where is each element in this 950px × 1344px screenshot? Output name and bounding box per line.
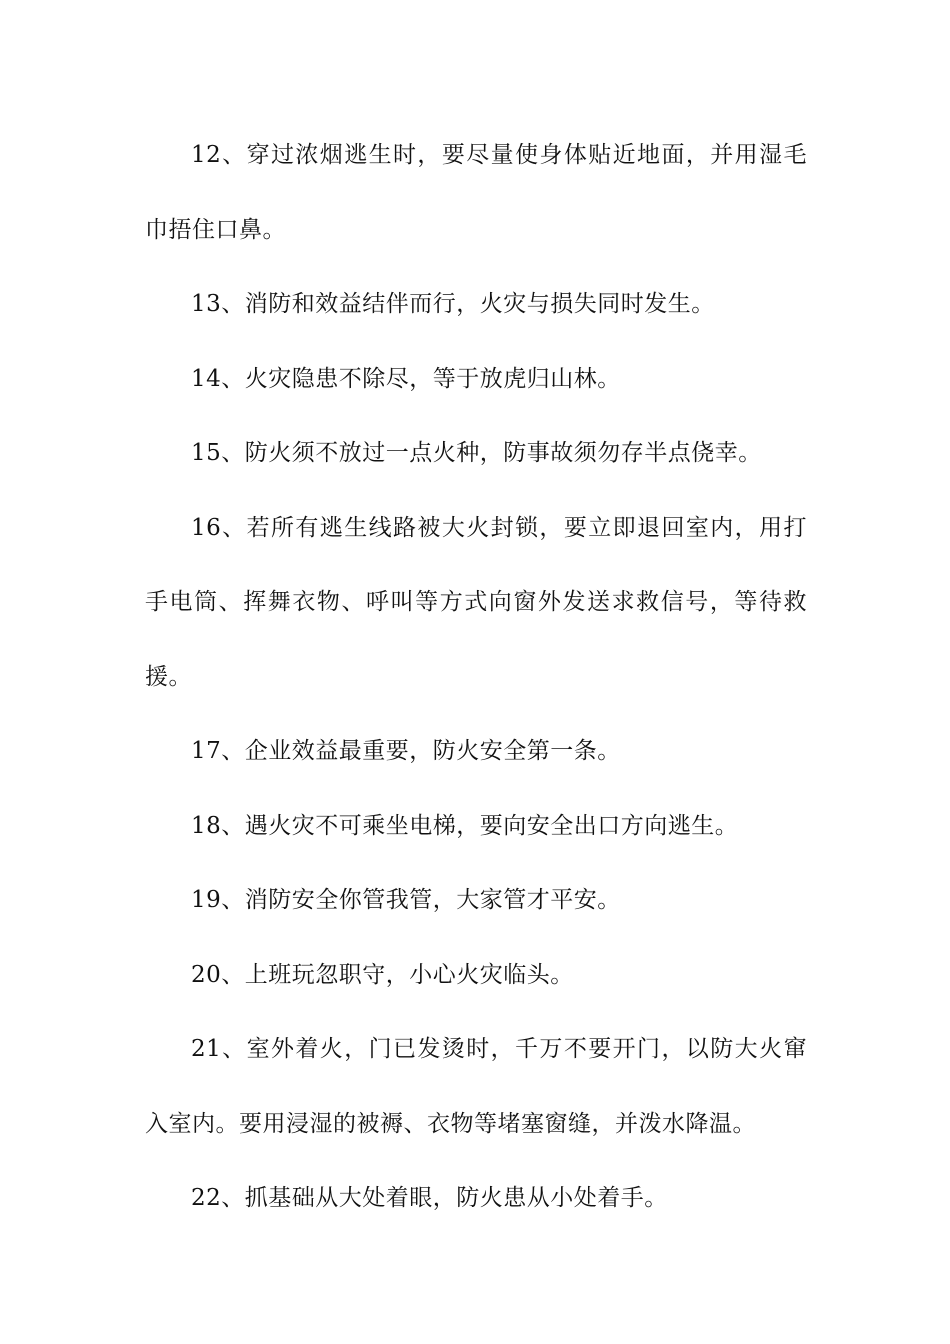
paragraph-21: 21、室外着火，门已发烫时，千万不要开门，以防大火窜入室内。要用浸湿的被褥、衣物等堵塞窗缝，并泼水降温。 <box>145 1036 807 1137</box>
paragraph-14: 14、火灾隐患不除尽，等于放虎归山林。 <box>191 365 621 392</box>
paragraph-19: 19、消防安全你管我管，大家管才平安。 <box>191 887 621 913</box>
paragraph-12: 12、穿过浓烟逃生时，要尽量使身体贴近地面，并用湿毛巾捂住口鼻。 <box>145 142 807 243</box>
paragraph-13: 13、消防和效益结伴而行，火灾与损失同时发生。 <box>191 291 715 317</box>
paragraph-22: 22、抓基础从大处着眼，防火患从小处着手。 <box>191 1185 668 1211</box>
paragraph-18: 18、遇火灾不可乘坐电梯，要向安全出口方向逃生。 <box>191 812 739 839</box>
paragraph-17: 17、企业效益最重要，防火安全第一条。 <box>191 738 621 764</box>
paragraph-20: 20、上班玩忽职守，小心火灾临头。 <box>191 961 574 988</box>
document-body <box>145 118 807 1236</box>
paragraph-15: 15、防火须不放过一点火种，防事故须勿存半点侥幸。 <box>191 440 762 466</box>
paragraph-16: 16、若所有逃生线路被大火封锁，要立即退回室内，用打手电筒、挥舞衣物、呼叫等方式向窗外发送求救信号，等待救援。 <box>145 514 807 690</box>
